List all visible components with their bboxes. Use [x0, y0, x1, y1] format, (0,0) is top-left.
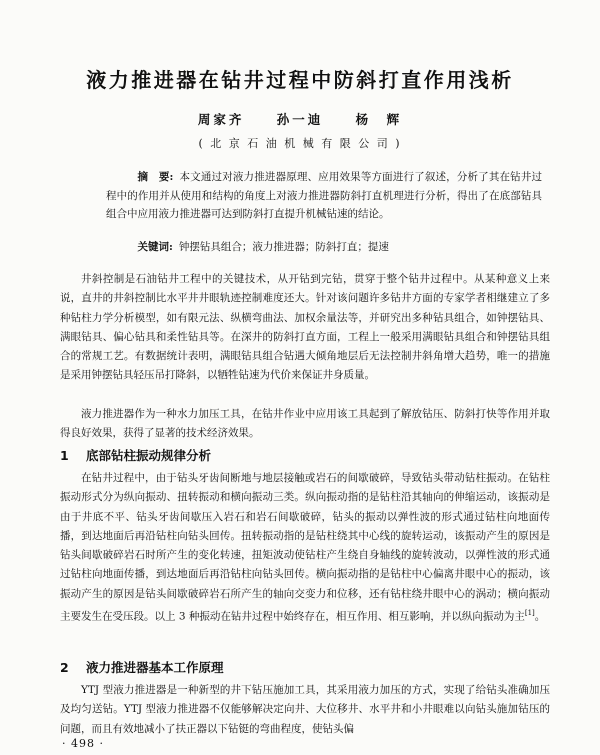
page-title: 液力推进器在钻井过程中防斜打直作用浅析	[86, 68, 514, 92]
abstract-text: 本文通过对液力推进器原理、应用效果等方面进行了叙述，分析了其在钻井过程中的作用并从使用和结构的角度上对液力推进器防斜打直机理进行分析，得出了在底部钻具组合中应用液力推进器可达到防斜打直提升机械钻速的结论。	[106, 171, 542, 220]
section-title: 液力推进器基本工作原理	[86, 660, 224, 675]
intro-paragraph-1: 井斜控制是石油钻井工程中的关键技术，从开钻到完钻，贯穿于整个钻井过程中。从某种意义上来说，直井的井斜控制比水平井井眼轨迹控制难度还大。针对该问题许多钻井方面的专家学者相继建立了多种钻柱力学分析模型，如有限元法、纵横弯曲法、加权余量法等，并研究出多种钻具组合，如钟摆钻具、满眼钻具、偏心钻具和柔性钻具等。在深井的防斜打直方面，工程上一般采用满眼钻具组合和钟摆钻具组合的常规工艺。有数据统计表明，满眼钻具组合钻遇大倾角地层后无法控制井斜角增大趋势，唯一的措施是采用钟摆钻具轻压吊打降斜，以牺牲钻速为代价来保证井身质量。	[60, 273, 550, 382]
section-1-paragraph: 在钻井过程中，由于钻头牙齿间断地与地层接触或岩石的间歇破碎，导致钻头带动钻柱振动。在钻柱振动形式分为纵向振动、扭转振动和横向振动三类。纵向振动指的是钻柱沿其轴向的伸缩运动，该振动是由于井底不平、钻头牙齿间歇压入岩石和岩石间歇破碎，钻头的振动以弹性波的形式通过钻柱向地面传播，到达地面后再沿钻柱向钻头回传。扭转振动指的是钻柱绕其中心线的旋转运动，该振动产生的原因是钻头间歇破碎岩石时所产生的变化转速，扭矩波动使钻柱产生绕自身轴线的旋转波动，以弹性波的形式通过钻柱向地面传播，到达地面后再沿钻柱向钻头回传。横向振动指的是钻柱中心偏离井眼中心的振动，该振动产生的原因是钻头间歇破碎岩石所产生的轴向交变力和位移，还有钻柱绕井眼中心的涡动；横向振动主要发生在受压段。以上 3 种振动在钻井过程中始终存在，相互作用、相互影响，并以纵向振动为主[1]。	[60, 472, 550, 623]
section-1-text: 在钻井过程中，由于钻头牙齿间断地与地层接触或岩石的间歇破碎，导致钻头带动钻柱振动。在钻柱振动形式分为纵向振动、扭转振动和横向振动三类。纵向振动指的是钻柱沿其轴向的伸缩运动，该振动是由于井底不平、钻头牙齿间歇压入岩石和岩石间歇破碎，钻头的振动以弹性波的形式通过钻柱向地面传播，到达地面后再沿钻柱向钻头回传。扭转振动指的是钻柱绕其中心线的旋转运动，该振动产生的原因是钻头间歇破碎岩石时所产生的变化转速，扭矩波动使钻柱产生绕自身轴线的旋转波动，以弹性波的形式通过钻柱向地面传播，到达地面后再沿钻柱向钻头回传。横向振动指的是钻柱中心偏离井眼中心的振动，该振动产生的原因是钻头间歇破碎岩石所产生的轴向交变力和位移，还有钻柱绕井眼中心的涡动；横向振动主要发生在受压段。以上 3 种振动在钻井过程中始终存在，相互作用、相互影响，并以纵向振动为主	[60, 472, 550, 623]
author-name: 杨 辉	[355, 112, 403, 127]
section-2-heading	[60, 658, 224, 676]
citation: [1]	[524, 609, 535, 618]
page-number: · 498 ·	[62, 737, 104, 750]
keywords-label: 关键词:	[137, 241, 173, 253]
section-number: 1	[60, 448, 69, 463]
intro-paragraph-2: 液力推进器作为一种水力加压工具，在钻井作业中应用该工具起到了解放钻压、防斜打快等作用并取得良好效果，获得了显著的技术经济效果。	[60, 408, 550, 440]
section-number: 2	[60, 660, 69, 675]
abstract	[106, 168, 542, 224]
abstract-label: 摘 要:	[137, 171, 174, 183]
affiliation: ( 北 京 石 油 机 械 有 限 公 司 )	[198, 137, 402, 150]
keywords-text: 钟摆钻具组合；液力推进器；防斜打直；提速	[178, 241, 389, 253]
keywords	[106, 238, 542, 256]
author-list	[0, 110, 600, 128]
section-2-paragraph: YTJ 型液力推进器是一种新型的井下钻压施加工具，其采用液力加压的方式，实现了给钻头准确加压及均匀送钻。YTJ 型液力推进器不仅能够解决定向井、大位移井、水平井和小井眼难以向钻头施加钻压的问题，而且有效地减小了扶正器以下钻铤的弯曲程度，使钻头偏	[60, 684, 550, 735]
author-name: 周家齐	[197, 112, 245, 127]
author-name: 孙一迪	[276, 112, 324, 127]
section-1-heading	[60, 446, 211, 464]
section-title: 底部钻柱振动规律分析	[86, 448, 212, 463]
